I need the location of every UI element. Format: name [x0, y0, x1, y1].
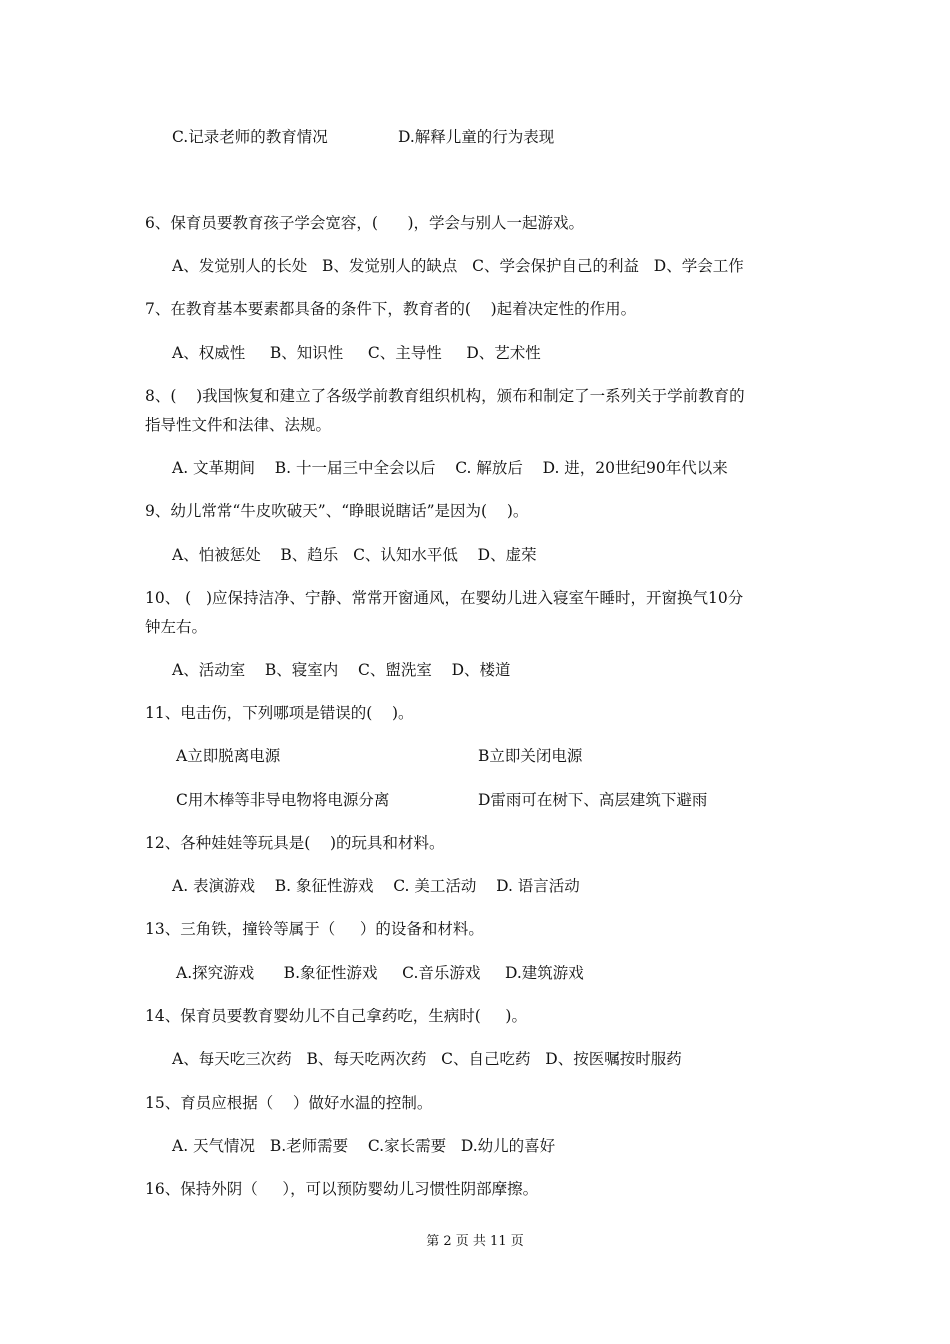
q11-stem: 11、电击伤，下列哪项是错误的( )。: [145, 704, 414, 722]
q11-option-b: B立即关闭电源: [478, 747, 583, 765]
q8-stem-line-2: 指导性文件和法律、法规。: [145, 416, 332, 434]
q14-stem: 14、保育员要教育婴幼儿不自己拿药吃，生病时( )。: [145, 1007, 527, 1025]
q10-options: A、活动室 B、寝室内 C、盥洗室 D、楼道: [172, 661, 511, 679]
q15-stem: 15、育员应根据（ ）做好水温的控制。: [145, 1094, 433, 1112]
q13-stem: 13、三角铁，撞铃等属于（ ）的设备和材料。: [145, 920, 484, 938]
q13-options: A.探究游戏 B.象征性游戏 C.音乐游戏 D.建筑游戏: [176, 964, 584, 982]
q6-options: A、发觉别人的长处 B、发觉别人的缺点 C、学会保护自己的利益 D、学会工作: [172, 257, 744, 275]
q15-options: A. 天气情况 B.老师需要 C.家长需要 D.幼儿的喜好: [172, 1137, 556, 1155]
q9-stem: 9、幼儿常常“牛皮吹破天”、“睁眼说瞎话”是因为( )。: [145, 502, 529, 520]
q11-option-a: A立即脱离电源: [176, 747, 281, 765]
q5-option-d: D.解释儿童的行为表现: [398, 128, 555, 146]
q9-options: A、怕被惩处 B、趋乐 C、认知水平低 D、虚荣: [172, 546, 537, 564]
q6-stem: 6、保育员要教育孩子学会宽容，( )，学会与别人一起游戏。: [145, 214, 585, 232]
q11-option-c: C用木棒等非导电物将电源分离: [176, 791, 390, 809]
q10-stem-line-2: 钟左右。: [145, 618, 208, 636]
q16-stem: 16、保持外阴（ ），可以预防婴幼儿习惯性阴部摩擦。: [145, 1180, 539, 1198]
q7-options: A、权威性 B、知识性 C、主导性 D、艺术性: [172, 344, 541, 362]
q8-options: A. 文革期间 B. 十一届三中全会以后 C. 解放后 D. 进，20世纪90年代以来: [172, 459, 728, 477]
q10-stem-line-1: 10、 ( )应保持洁净、宁静、常常开窗通风，在婴幼儿进入寝室午睡时，开窗换气10分: [145, 589, 744, 607]
q11-option-d: D雷雨可在树下、高层建筑下避雨: [478, 791, 708, 809]
q12-options: A. 表演游戏 B. 象征性游戏 C. 美工活动 D. 语言活动: [172, 877, 580, 895]
q14-options: A、每天吃三次药 B、每天吃两次药 C、自己吃药 D、按医嘱按时服药: [172, 1050, 682, 1068]
q8-stem-line-1: 8、( )我国恢复和建立了各级学前教育组织机构，颁布和制定了一系列关于学前教育的: [145, 387, 745, 405]
q12-stem: 12、各种娃娃等玩具是( )的玩具和材料。: [145, 834, 445, 852]
q7-stem: 7、在教育基本要素都具备的条件下，教育者的( )起着决定性的作用。: [145, 300, 637, 318]
q5-option-c: C.记录老师的教育情况: [172, 128, 328, 146]
page-number-footer: 第 2 页 共 11 页: [426, 1234, 524, 1249]
